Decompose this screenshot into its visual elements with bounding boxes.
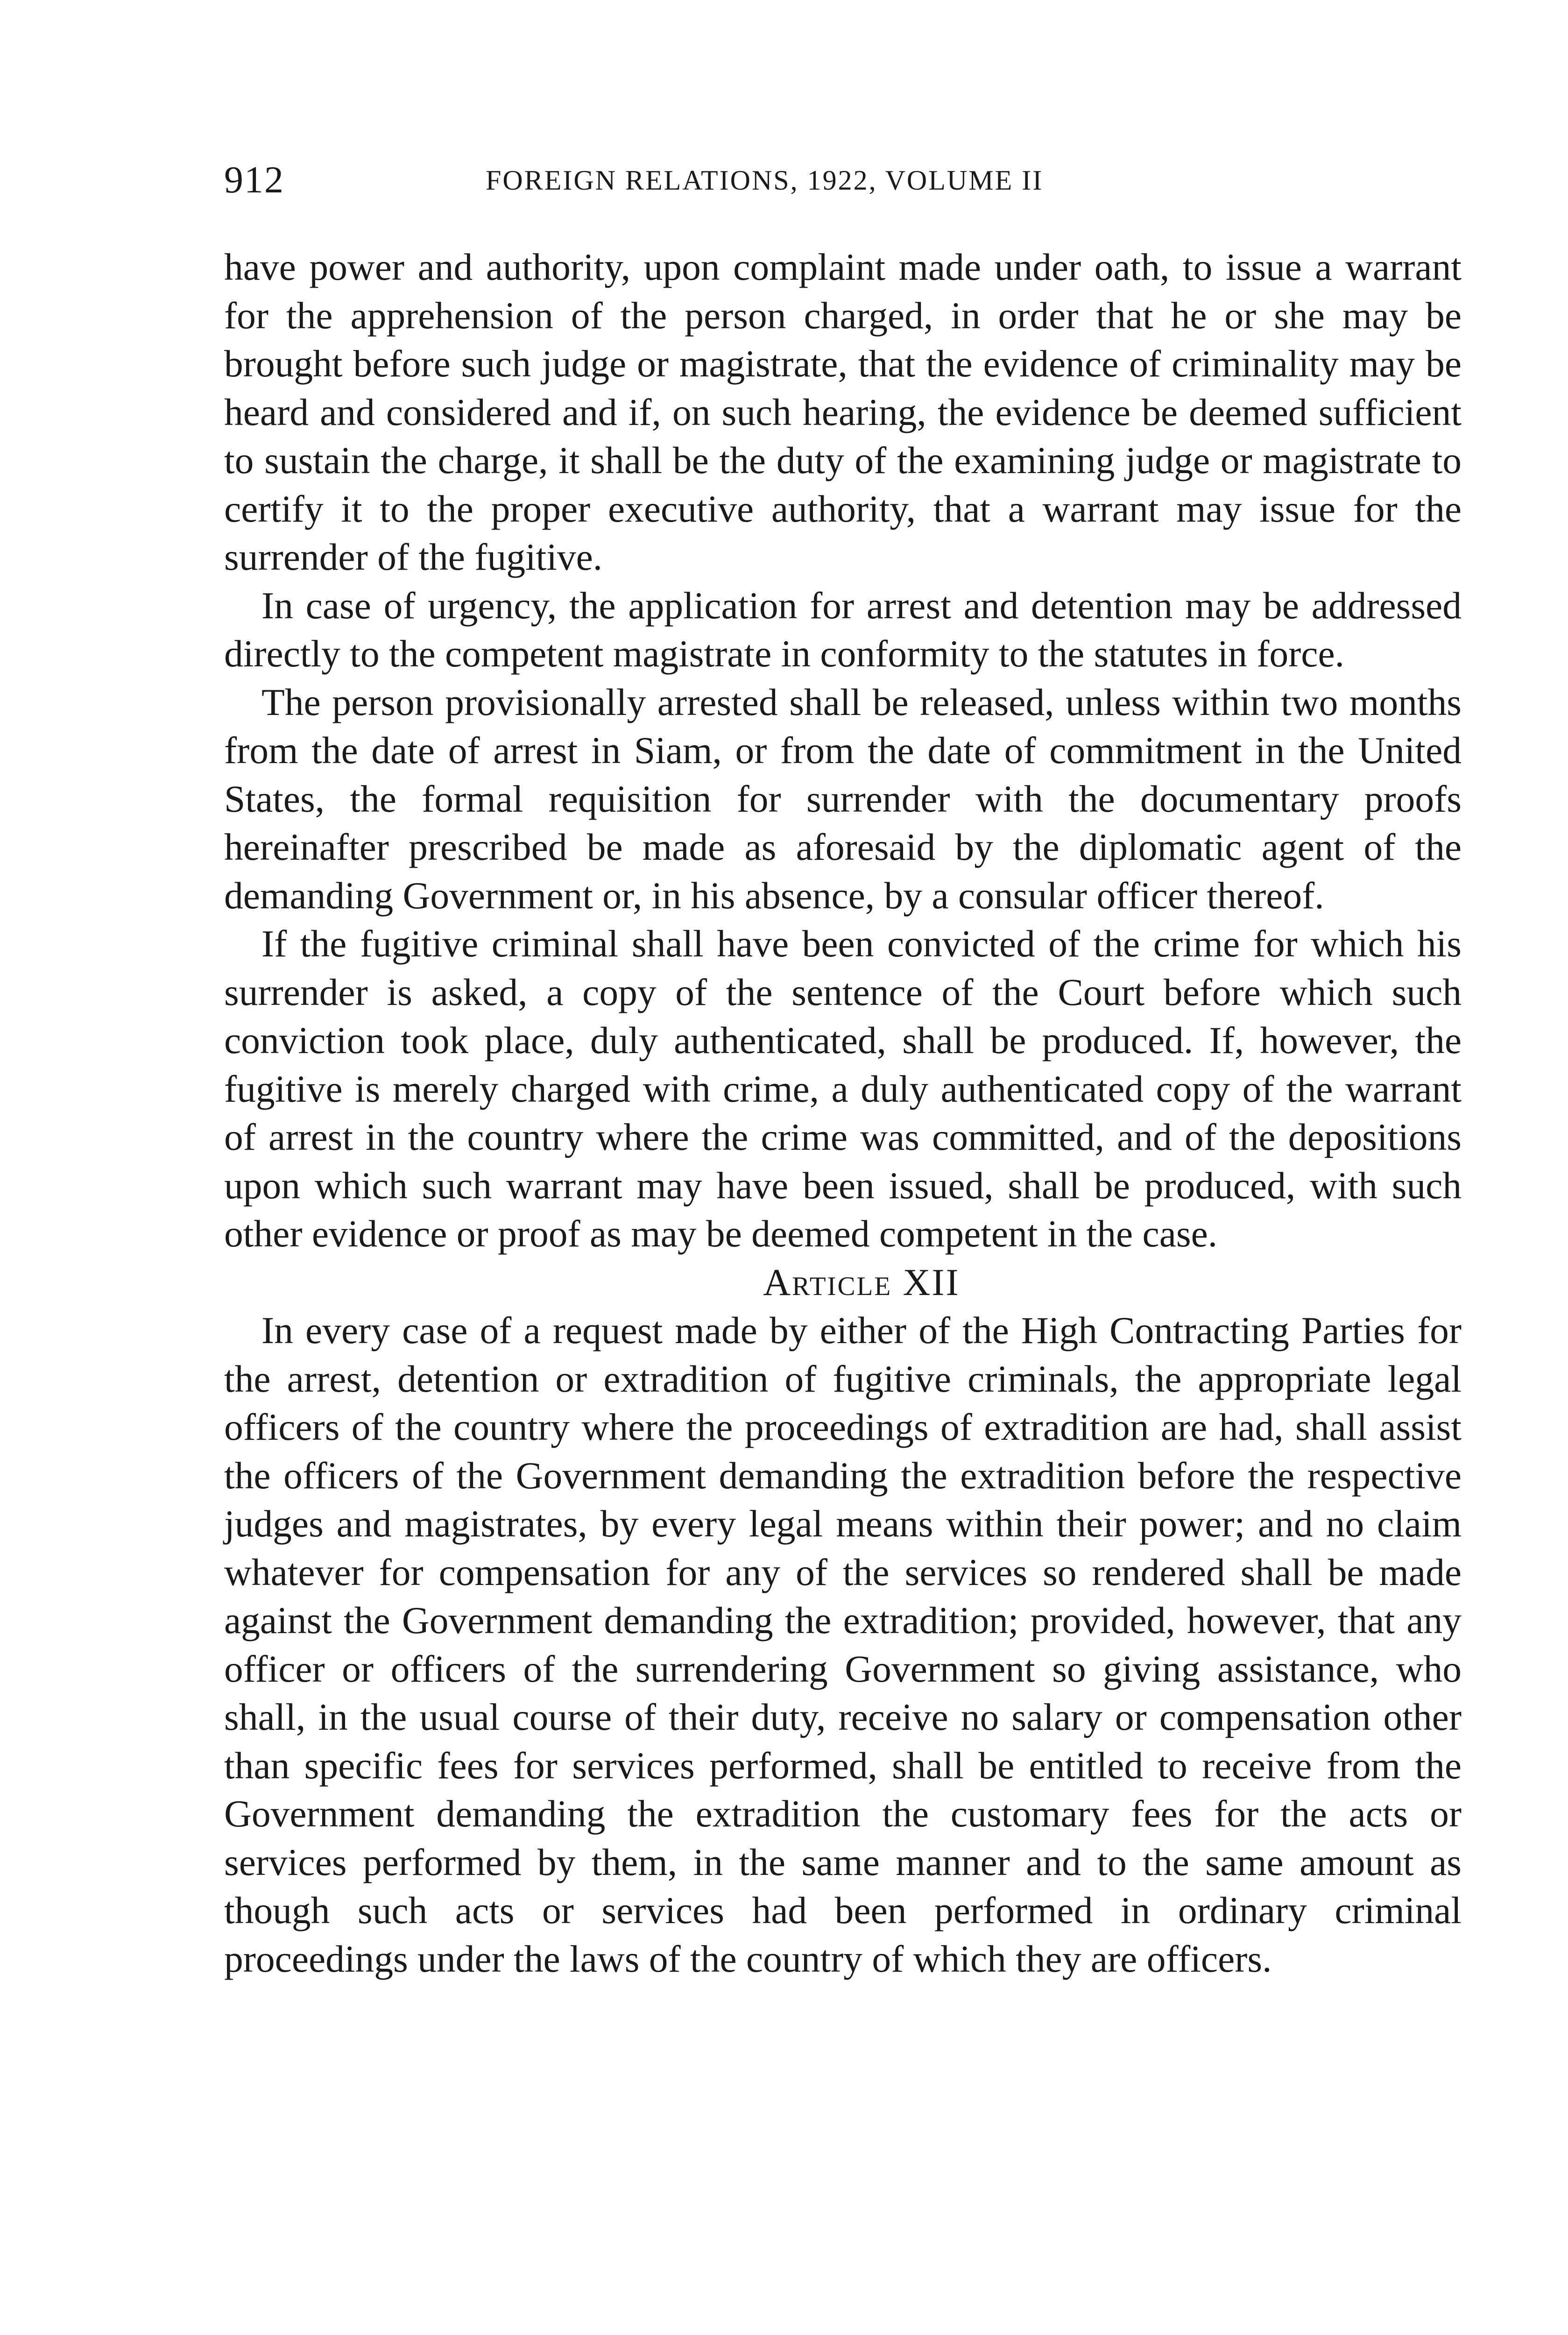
paragraph-continued: have power and authority, upon complaint made under oath, to issue a warrant for the apprehension of the person charged, in order that he or she may be brought before such judge or magistrate, that the evidence of criminality may be heard and considered and if, on such hearing, the evidence be deemed sufficient to sustain the charge, it shall be the duty of the examining judge or magistrate to certify it to the proper executive authority, that a warrant may issue for the surrender of the fugitive. bbox=[224, 246, 1462, 578]
running-title: FOREIGN RELATIONS, 1922, VOLUME II bbox=[486, 165, 1044, 196]
paragraph-provisional-arrest: The person provisionally arrested shall be released, unless within two months from the date of arrest in Siam, or from the date of commitment in the United States, the formal requisition for surrender with the documentary proofs hereinafter prescribed be made as aforesaid by the diplomatic agent of the demanding Government or, in his absence, by a consular officer thereof. bbox=[224, 680, 1462, 917]
page-number: 912 bbox=[224, 158, 284, 201]
running-head bbox=[224, 154, 1476, 205]
paragraph-article-xii: In every case of a request made by either of the High Contracting Parties for the arrest, detention or extradition of fugitive criminals, the appropriate legal officers of the country where the proceedings of extradition are had, shall assist the officers of the Government demanding the extradition before the respective judges and magistrates, by every legal means within their power; and no claim whatever for compensation for any of the services so rendered shall be made against the Government demanding the extradition; provided, however, that any officer or officers of the surrendering Government so giving assistance, who shall, in the usual course of their duty, receive no salary or compensation other than specific fees for services performed, shall be entitled to receive from the Government demanding the extradition the customary fees for the acts or services performed by them, in the same manner and to the same amount as though such acts or services had been performed in ordinary criminal proceedings under the laws of the country of which they are officers. bbox=[224, 1309, 1462, 1980]
paragraph-conviction: If the fugitive criminal shall have been convicted of the crime for which his surrender is asked, a copy of the sentence of the Court before which such conviction took place, duly authenticated, shall be produced. If, however, the fugitive is merely charged with crime, a duly authenticated copy of the warrant of arrest in the country where the crime was committed, and of the depositions upon which such warrant may have been issued, shall be produced, with such other evidence or proof as may be deemed competent in the case. bbox=[224, 922, 1462, 1255]
paragraph-urgency: In case of urgency, the application for arrest and detention may be addressed directly to the competent magistrate in conformity to the statutes in force. bbox=[224, 584, 1462, 675]
article-heading: Article XII bbox=[763, 1260, 960, 1303]
body-text bbox=[224, 243, 1462, 1983]
